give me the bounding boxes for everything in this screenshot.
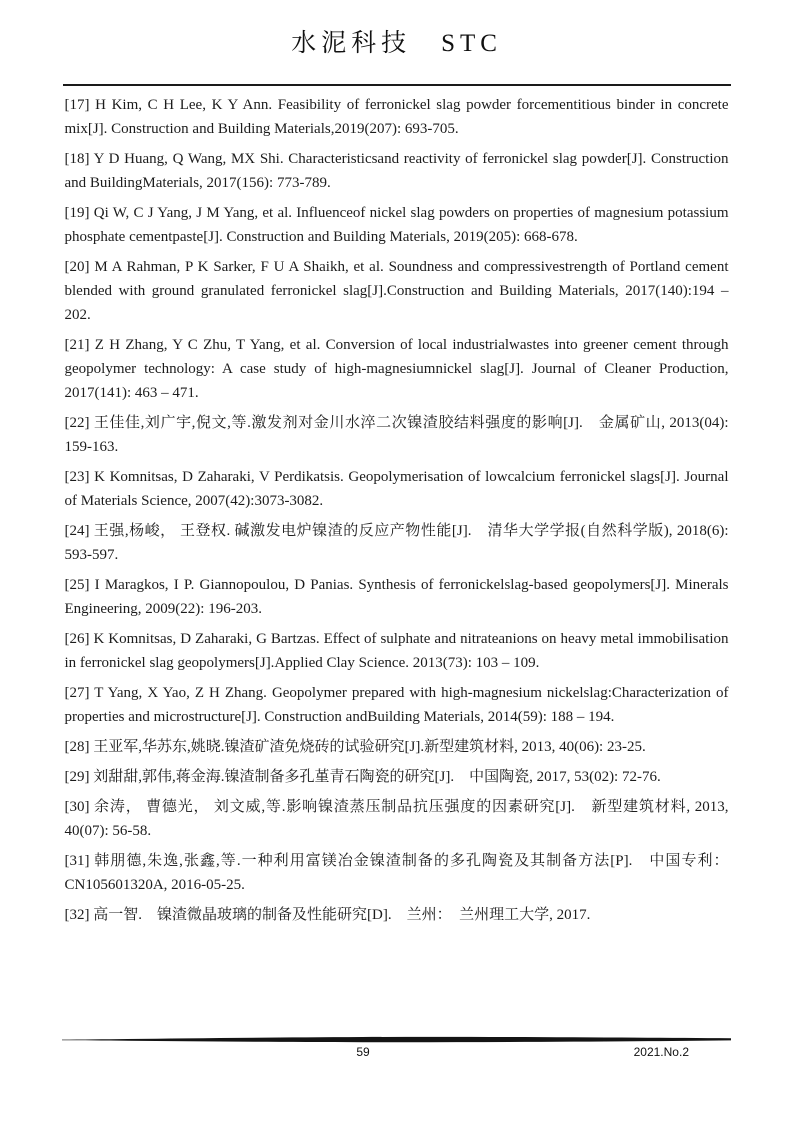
journal-title: 水泥科技 STC [291, 30, 502, 57]
reference-28: [28] 王亚军,华苏东,姚晓.镍渣矿渣免烧砖的试验研究[J].新型建筑材料, 2013, 40(06): 23-25. [64, 739, 646, 755]
footer-rule [62, 1035, 731, 1044]
reference-31: [31] 韩朋德,朱逸,张鑫,等.一种利用富镁冶金镍渣制备的多孔陶瓷及其制备方法[P]. 中国专利： CN105601320A, 2016-05-25. [64, 853, 729, 893]
reference-27: [27] T Yang, X Yao, Z H Zhang. Geopolymer prepared with high-magnesium nickelslag:Characterization of properties and microstructure[J]. Construction andBuilding Materials, 2014(59): 188 – 194. [64, 685, 729, 725]
reference-25: [25] I Maragkos, I P. Giannopoulou, D Panias. Synthesis of ferronickelslag-based geopolymers[J]. Minerals Engineering, 2009(22): 196-203. [64, 577, 729, 617]
issue-number: 2021.No.2 [633, 1045, 689, 1059]
header-rule [63, 84, 731, 86]
reference-17: [17] H Kim, C H Lee, K Y Ann. Feasibility of ferronickel slag powder forcementitious binder in concrete mix[J]. Construction and Building Materials,2019(207): 693-705. [64, 97, 729, 137]
reference-19: [19] Qi W, C J Yang, J M Yang, et al. Influenceof nickel slag powders on properties of magnesium potassium phosphate cementpaste[J]. Construction and Building Materials, 2019(205): 668-678. [64, 205, 729, 245]
references-list [65, 93, 729, 927]
reference-18: [18] Y D Huang, Q Wang, MX Shi. Characteristicsand reactivity of ferronickel slag powder[J]. Construction and BuildingMaterials, 2017(156): 773-789. [64, 151, 729, 191]
reference-21: [21] Z H Zhang, Y C Zhu, T Yang, et al. Conversion of local industrialwastes into greener cement through geopolymer technology: A case study of high-magnesiumnickel slag[J]. Journal of Cleaner Production, 2017(141): 463 – 471. [64, 337, 729, 401]
reference-24: [24] 王强,杨峻， 王登权. 碱激发电炉镍渣的反应产物性能[J]. 清华大学学报(自然科学版), 2018(6): 593-597. [64, 523, 729, 563]
reference-32: [32] 高一智. 镍渣微晶玻璃的制备及性能研究[D]. 兰州： 兰州理工大学, 2017. [64, 907, 591, 923]
reference-26: [26] K Komnitsas, D Zaharaki, G Bartzas. Effect of sulphate and nitrateanions on heavy metal immobilisation in ferronickel slag geopolymers[J].Applied Clay Science. 2013(73): 103 – 109. [64, 631, 729, 671]
reference-23: [23] K Komnitsas, D Zaharaki, V Perdikatsis. Geopolymerisation of lowcalcium ferronickel slags[J]. Journal of Materials Science, 2007(42):3073-3082. [64, 469, 729, 509]
footer-row [62, 1045, 731, 1061]
reference-30: [30] 余涛， 曹德光， 刘文威,等.影响镍渣蒸压制品抗压强度的因素研究[J]. 新型建筑材料, 2013, 40(07): 56-58. [64, 799, 729, 839]
reference-20: [20] M A Rahman, P K Sarker, F U A Shaikh, et al. Soundness and compressivestrength of Portland cement blended with ground granulated ferronickel slag[J].Construction and Building Materials, 2017(140):194 – 202. [64, 259, 729, 323]
page-footer [62, 1035, 731, 1061]
reference-29: [29] 刘甜甜,郭伟,蒋金海.镍渣制备多孔堇青石陶瓷的研究[J]. 中国陶瓷, 2017, 53(02): 72-76. [64, 769, 661, 785]
page-header [0, 0, 793, 86]
reference-22: [22] 王佳佳,刘广宇,倪文,等.激发剂对金川水淬二次镍渣胶结料强度的影响[J]. 金属矿山, 2013(04): 159-163. [64, 415, 729, 455]
page-number: 59 [356, 1045, 370, 1059]
